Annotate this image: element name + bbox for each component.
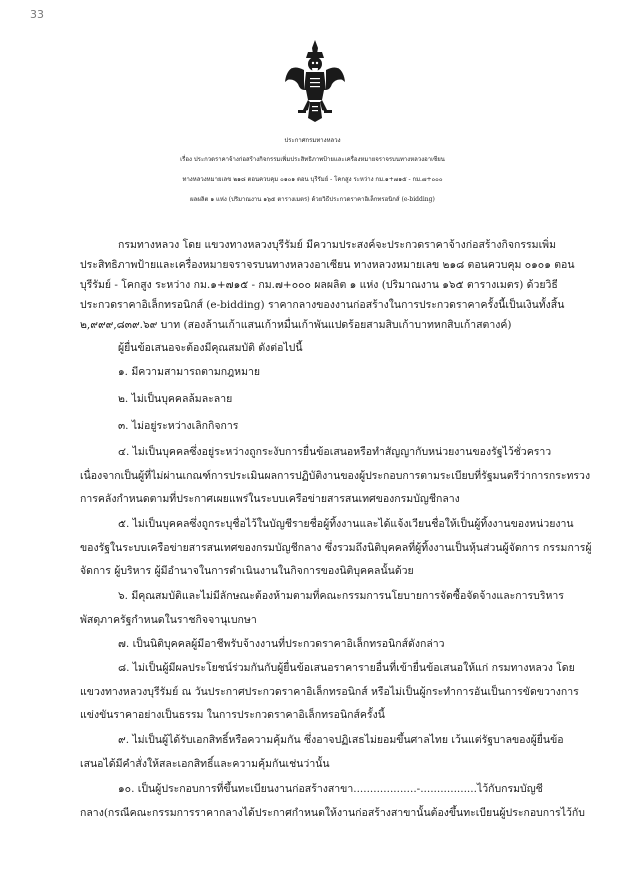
body-line: ของรัฐในระบบเครือข่ายสารสนเทศของกรมบัญชีกลาง ซึ่งรวมถึงนิติบุคคลที่ผู้ทิ้งงานเป็นหุ้นส่วนผู้จัดการ กรรมการผู้	[80, 542, 592, 554]
body-line: ๒. ไม่เป็นบุคคลล้มละลาย	[118, 393, 233, 405]
body-line: เนื่องจากเป็นผู้ที่ไม่ผ่านเกณฑ์การประเมินผลการปฏิบัติงานของผู้ประกอบการตามระเบียบที่รัฐมนตรีว่าการกระทรวง	[80, 470, 591, 482]
body-line: ๑. มีความสามารถตามกฎหมาย	[118, 366, 261, 378]
body-line: เสนอได้มีคำสั่งให้สละเอกสิทธิ์และความคุ้มกันเช่นว่านั้น	[80, 758, 330, 770]
subject-line-3: ผลผลิต ๑ แห่ง (ปริมาณงาน ๑๖๕ ตารางเมตร) ด้วยวิธีประกวดราคาอิเล็กทรอนิกส์ (e-bidding)	[190, 196, 435, 203]
body-line: ๓. ไม่อยู่ระหว่างเลิกกิจการ	[118, 420, 239, 432]
body-line: แข่งขันราคาอย่างเป็นธรรม ในการประกวดราคาอิเล็กทรอนิกส์ครั้งนี้	[80, 709, 385, 721]
body-line: ๘. ไม่เป็นผู้มีผลประโยชน์ร่วมกันกับผู้ยื่นข้อเสนอราคารายอื่นที่เข้ายื่นข้อเสนอให้แก่ กรมทางหลวง โดย	[118, 662, 575, 674]
body-line: ผู้ยื่นข้อเสนอจะต้องมีคุณสมบัติ ดังต่อไปนี้	[118, 342, 303, 354]
body-line: ๕. ไม่เป็นบุคคลซึ่งถูกระบุชื่อไว้ในบัญชีรายชื่อผู้ทิ้งงานและได้แจ้งเวียนชื่อให้เป็นผู้ทิ้งงานของหน่วยงาน	[118, 518, 574, 530]
body-line: บุรีรัมย์ - โคกสูง ระหว่าง กม.๑+๗๑๕ - กม.๗+๐๐๐ ผลผลิต ๑ แห่ง (ปริมาณงาน ๑๖๕ ตารางเมตร) ด้วยวิธี	[80, 279, 558, 291]
garuda-emblem-icon	[284, 38, 346, 124]
body-line: ๑๐. เป็นผู้ประกอบการที่ขึ้นทะเบียนงานก่อสร้างสาขา...................-.................ไว้กับกรมบัญชี	[118, 783, 543, 795]
body-line: จัดการ ผู้บริหาร ผู้มีอำนาจในการดำเนินงานในกิจการของนิติบุคคลนั้นด้วย	[80, 565, 414, 577]
body-line: ๖. มีคุณสมบัติและไม่มีลักษณะต้องห้ามตามที่คณะกรรมการนโยบายการจัดซื้อจัดจ้างและการบริหาร	[118, 590, 564, 602]
announcement-org: ประกาศกรมทางหลวง	[284, 137, 341, 144]
subject-line-2: ทางหลวงหมายเลข ๒๑๘ ตอนควบคุม ๐๑๐๑ ตอน บุรีรัมย์ - โคกสูง ระหว่าง กม.๑+๗๑๕ - กม.๗+๐๐๐	[182, 176, 443, 183]
body-line: การคลังกำหนดตามที่ประกาศเผยแพร่ในระบบเครือข่ายสารสนเทศของกรมบัญชีกลาง	[80, 493, 460, 505]
body-line: กลาง(กรณีคณะกรรมการราคากลางได้ประกาศกำหนดให้งานก่อสร้างสาขานั้นต้องขึ้นทะเบียนผู้ประกอบการไว้กับ	[80, 807, 585, 819]
body-line: ๔. ไม่เป็นบุคคลซึ่งอยู่ระหว่างถูกระงับการยื่นข้อเสนอหรือทำสัญญากับหน่วยงานของรัฐไว้ชั่วคราว	[118, 446, 552, 458]
body-line: แขวงทางหลวงบุรีรัมย์ ณ วันประกาศประกวดราคาอิเล็กทรอนิกส์ หรือไม่เป็นผู้กระทำการอันเป็นการขัดขวางการ	[80, 686, 579, 698]
page-number: 33	[30, 8, 44, 21]
body-line: ๒,๙๙๙,๘๓๙.๖๙ บาท (สองล้านเก้าแสนเก้าหมื่นเก้าพันแปดร้อยสามสิบเก้าบาทหกสิบเก้าสตางค์)	[80, 319, 512, 331]
subject-line-1: เรื่อง ประกวดราคาจ้างก่อสร้างกิจกรรมเพิ่มประสิทธิภาพป้ายและเครื่องหมายจราจรบนทางหลวงอาเซียน	[180, 156, 445, 163]
body-line: ๗. เป็นนิติบุคคลผู้มีอาชีพรับจ้างงานที่ประกวดราคาอิเล็กทรอนิกส์ดังกล่าว	[118, 638, 445, 650]
body-line: ๙. ไม่เป็นผู้ได้รับเอกสิทธิ์หรือความคุ้มกัน ซึ่งอาจปฏิเสธไม่ยอมขึ้นศาลไทย เว้นแต่รัฐบาลของผู้ยื่นข้อ	[118, 734, 564, 746]
body-line: ประสิทธิภาพป้ายและเครื่องหมายจราจรบนทางหลวงอาเซียน ทางหลวงหมายเลข ๒๑๘ ตอนควบคุม ๐๑๐๑ ตอน	[80, 259, 575, 271]
body-line: ประกวดราคาอิเล็กทรอนิกส์ (e-bidding) ราคากลางของงานก่อสร้างในการประกวดราคาครั้งนี้เป็นเงินทั้งสิ้น	[80, 299, 565, 311]
body-line: พัสดุภาครัฐกำหนดในราชกิจจานุเบกษา	[80, 614, 257, 626]
body-line: กรมทางหลวง โดย แขวงทางหลวงบุรีรัมย์ มีความประสงค์จะประกวดราคาจ้างก่อสร้างกิจกรรมเพิ่ม	[118, 239, 557, 251]
